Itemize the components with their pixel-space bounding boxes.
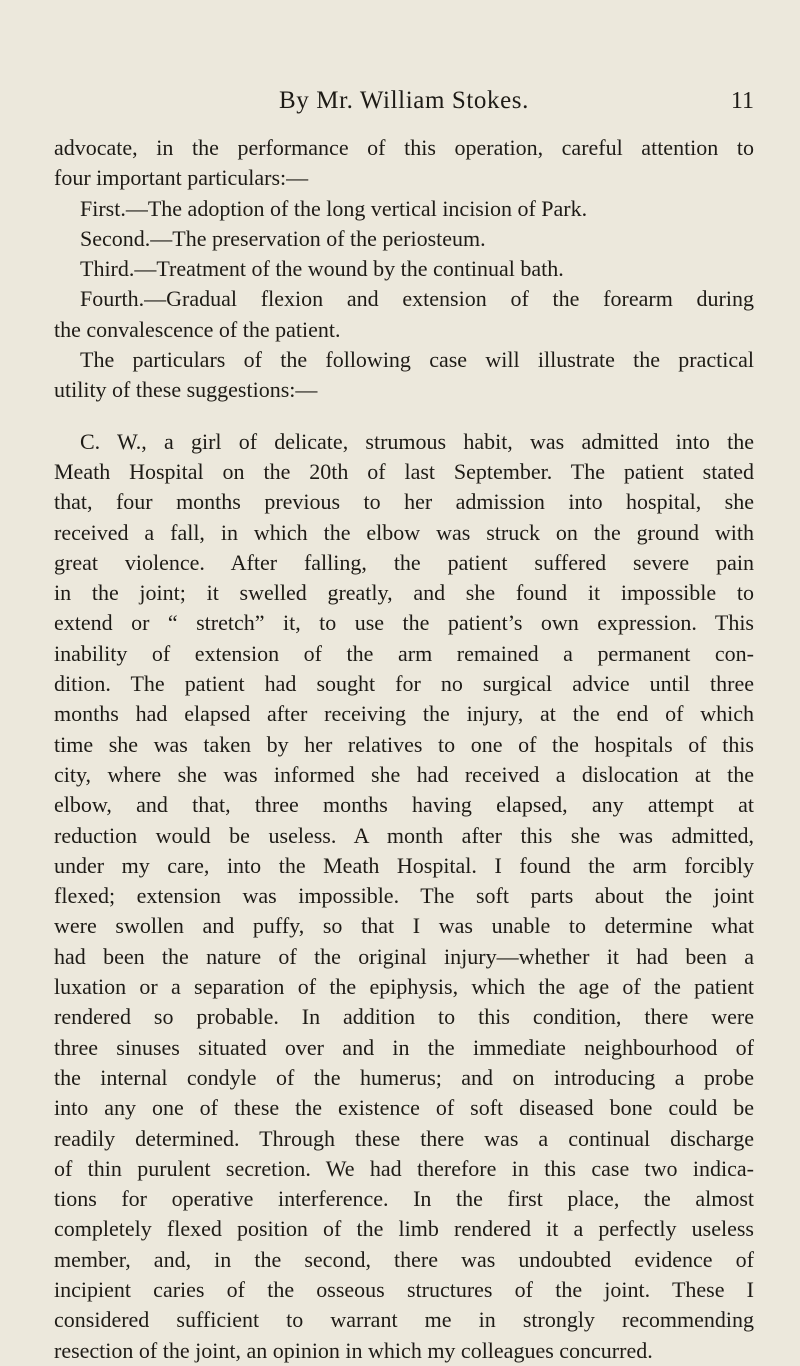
transition-paragraph (54, 345, 754, 406)
text-line: city, where she was informed she had received a dislocation at the (54, 761, 754, 787)
list-item-first: First.—The adoption of the long vertical incision of Park. (80, 195, 588, 221)
text-line: flexed; extension was impossible. The soft parts about the joint (54, 883, 754, 909)
text-line: in the joint; it swelled greatly, and she found it impossible to (54, 580, 754, 606)
text-line: reduction would be useless. A month after this she was admitted, (54, 822, 754, 848)
text-line: luxation or a separation of the epiphysis, which the age of the patient (54, 974, 754, 1000)
text-line: member, and, in the second, there was undoubted evidence of (54, 1246, 754, 1272)
text-line: completely flexed position of the limb rendered it a perfectly useless (54, 1216, 754, 1242)
text-line: time she was taken by her relatives to one of the hospitals of this (54, 731, 754, 757)
list-item-third: Third.—Treatment of the wound by the continual bath. (80, 256, 564, 282)
text-line: C. W., a girl of delicate, strumous habit, was admitted into the (80, 428, 754, 454)
text-line: readily determined. Through these there was a continual discharge (54, 1125, 754, 1151)
list-item-fourth-continued: the convalescence of the patient. (54, 316, 341, 342)
text-line: tions for operative interference. In the first place, the almost (54, 1186, 754, 1212)
text-line: extend or “ stretch” it, to use the patient’s own expression. This (54, 610, 754, 636)
text-line: were swollen and puffy, so that I was unable to determine what (54, 913, 754, 939)
text-line: three sinuses situated over and in the immediate neighbourhood of (54, 1034, 754, 1060)
text-line: elbow, and that, three months having elapsed, any attempt at (54, 792, 754, 818)
text-line: under my care, into the Meath Hospital. I found the arm forcibly (54, 852, 754, 878)
page-number: 11 (730, 88, 754, 114)
text-line: received a fall, in which the elbow was struck on the ground with (54, 519, 754, 545)
text-line: Meath Hospital on the 20th of last September. The patient stated (54, 458, 754, 484)
text-line: The particulars of the following case will illustrate the practical (80, 347, 754, 373)
body-text (54, 133, 754, 1366)
text-line: incipient caries of the osseous structures of the joint. These I (54, 1276, 754, 1302)
text-line: great violence. After falling, the patient suffered severe pain (54, 549, 754, 575)
text-line: resection of the joint, an opinion in which my colleagues concurred. (54, 1337, 653, 1363)
text-line: utility of these suggestions:— (54, 377, 318, 403)
text-line: that, four months previous to her admission into hospital, she (54, 489, 754, 515)
running-head (54, 84, 754, 118)
text-line: the internal condyle of the humerus; and on introducing a probe (54, 1064, 754, 1090)
running-title: By Mr. William Stokes. (279, 87, 529, 114)
text-line: into any one of these the existence of soft diseased bone could be (54, 1095, 754, 1121)
list-item-fourth: Fourth.—Gradual flexion and extension of the forearm during (80, 286, 754, 312)
particulars-list (54, 194, 754, 345)
text-line: rendered so probable. In addition to this condition, there were (54, 1004, 754, 1030)
text-line: four important particulars:— (54, 165, 309, 191)
text-line: of thin purulent secretion. We had therefore in this case two indica- (54, 1155, 754, 1181)
case-report-paragraph (54, 427, 754, 1366)
text-line: inability of extension of the arm remained a permanent con- (54, 640, 754, 666)
intro-paragraph (54, 133, 754, 194)
text-line: months had elapsed after receiving the injury, at the end of which (54, 701, 754, 727)
text-line: advocate, in the performance of this operation, careful attention to (54, 135, 754, 160)
text-line: had been the nature of the original injury—whether it had been a (54, 943, 754, 969)
text-line: considered sufficient to warrant me in strongly recommending (54, 1307, 754, 1333)
list-item-second: Second.—The preservation of the periosteum. (80, 225, 486, 251)
text-line: dition. The patient had sought for no surgical advice until three (54, 671, 754, 697)
paragraph-gap (54, 406, 754, 427)
